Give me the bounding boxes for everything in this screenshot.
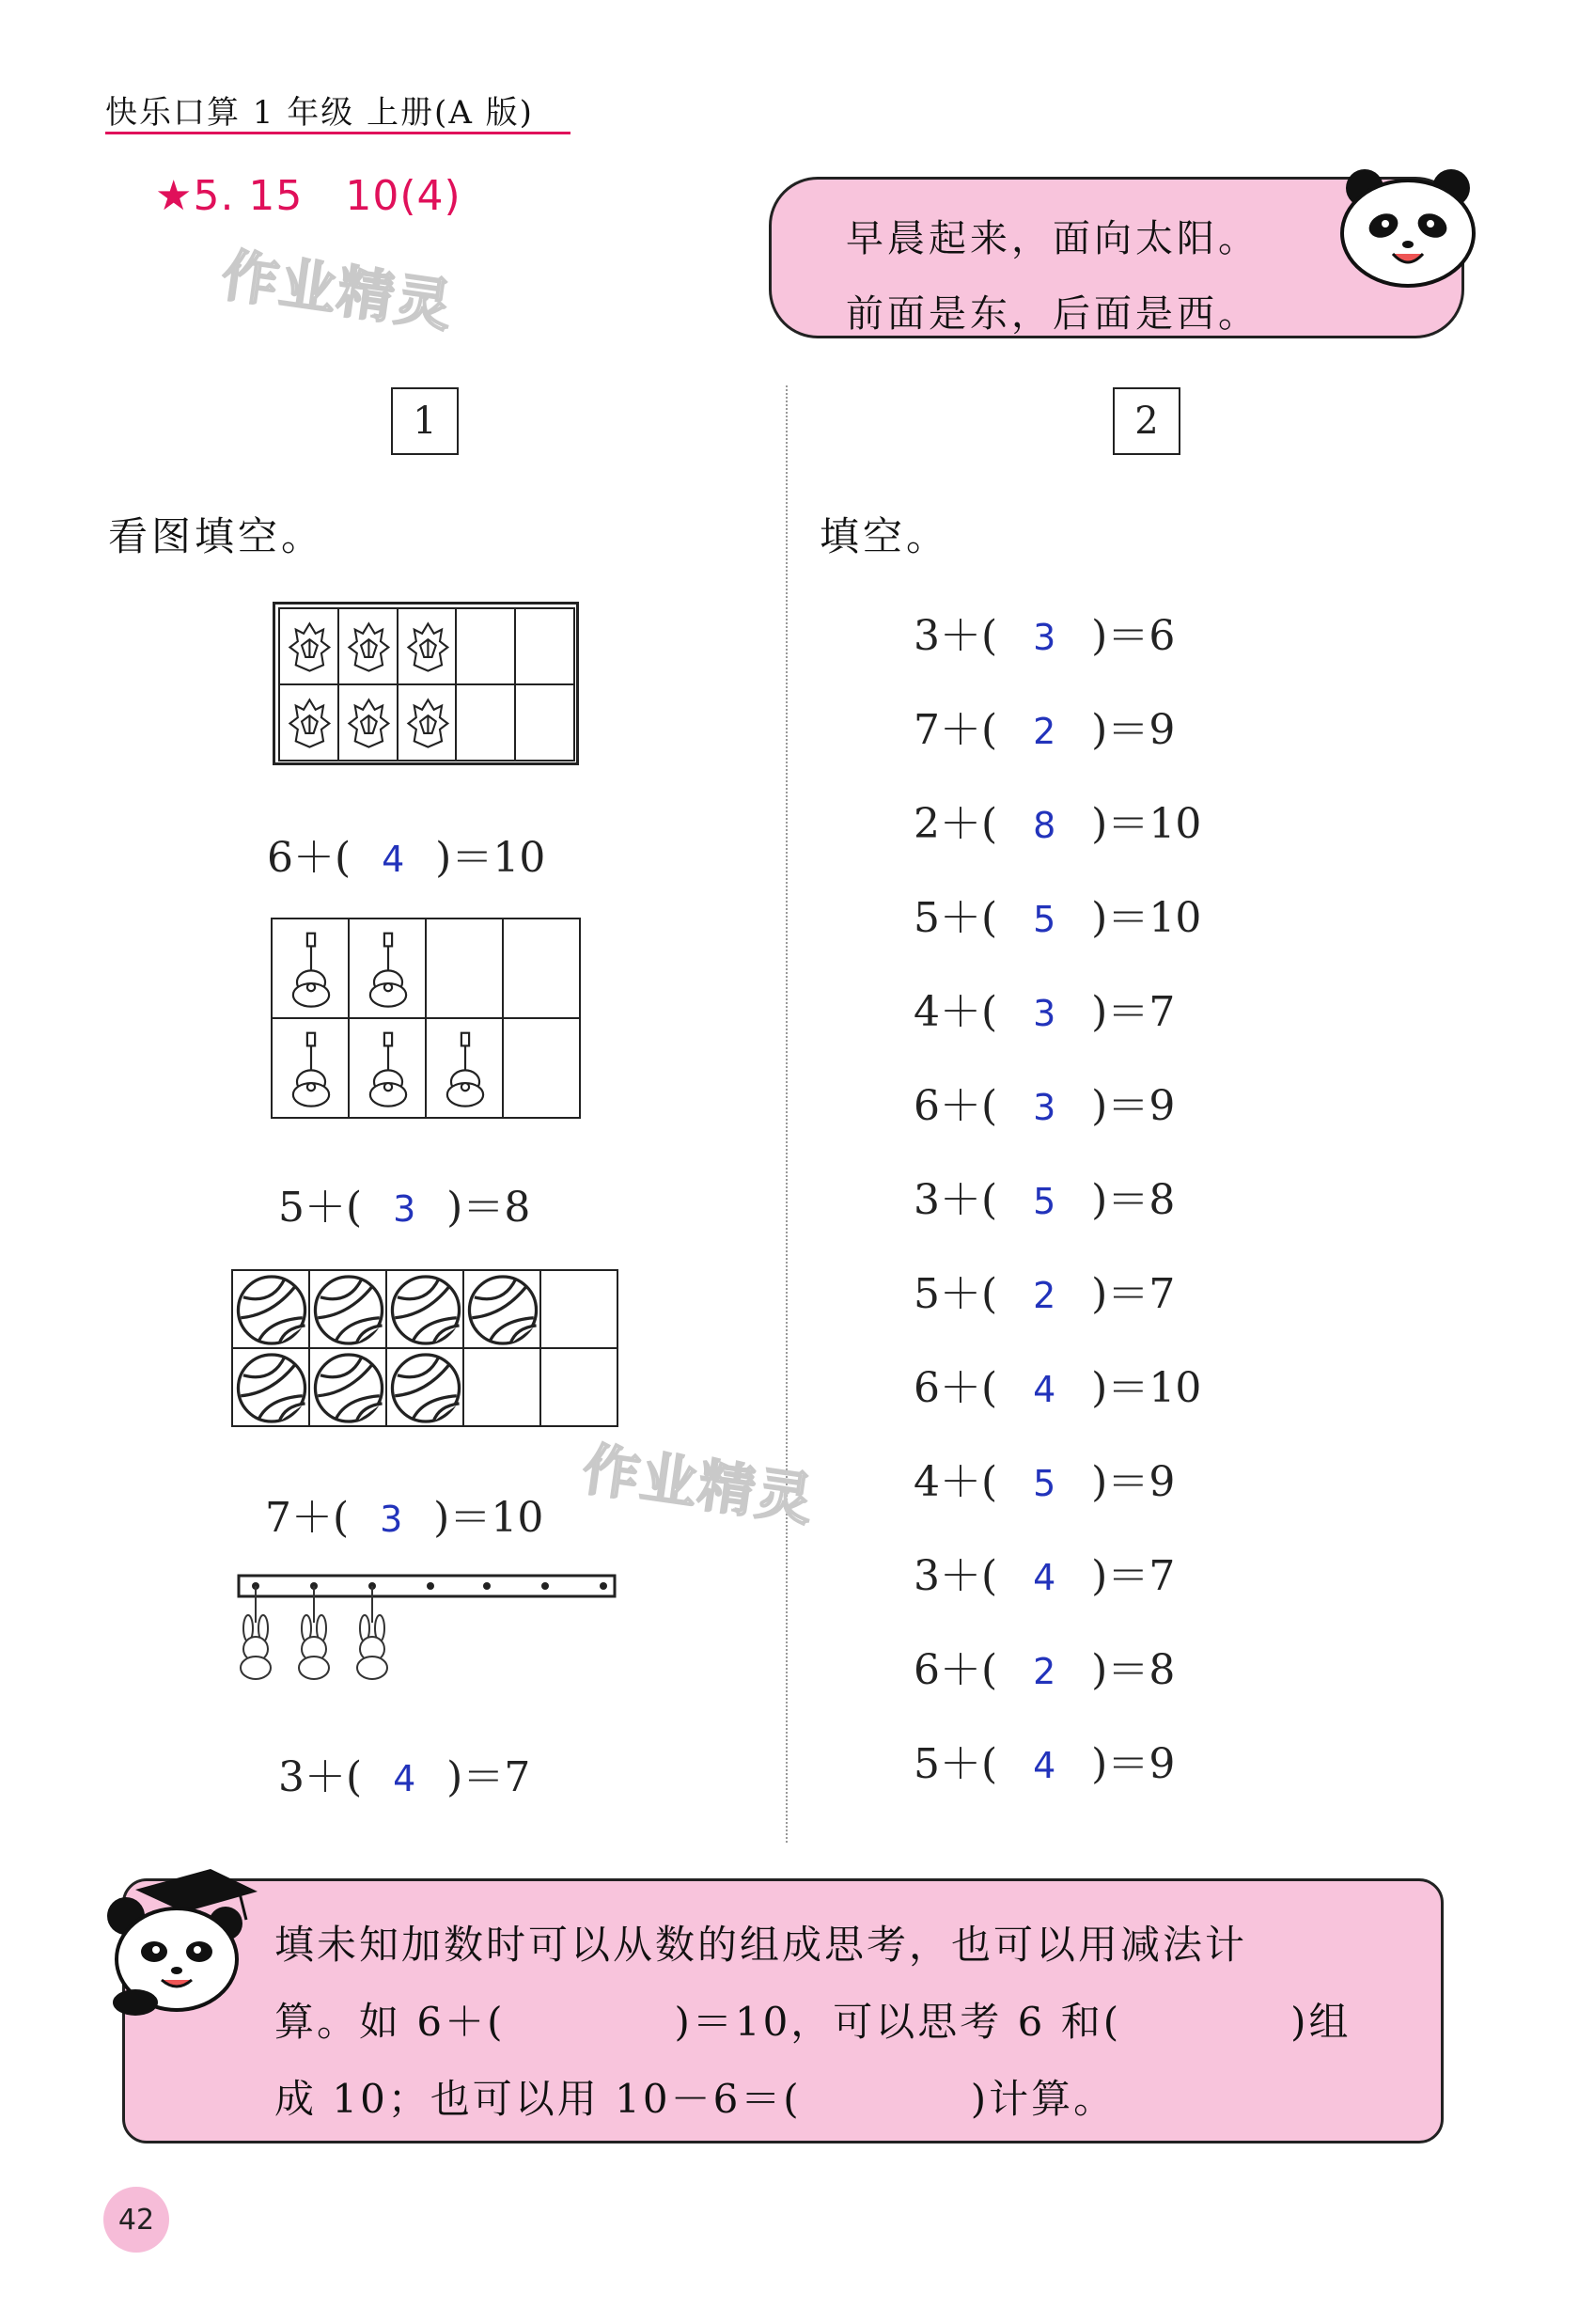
volleyball-icon [387, 1271, 464, 1349]
bottom-tip-line3: 成 10；也可以用 10－6＝( )计算。 [274, 2076, 1117, 2122]
grid-cell [271, 1017, 350, 1119]
problem-right: )＝10 [1091, 1364, 1202, 1412]
problem-left: 4＋( [914, 988, 998, 1036]
panda-icon [1333, 165, 1483, 288]
guitar-icon [273, 919, 350, 1019]
grid-cell [502, 1017, 581, 1119]
problem-right: )＝8 [446, 1184, 531, 1232]
rabbit-rack-illustration [235, 1570, 620, 1683]
grid-cell [385, 1347, 464, 1427]
problem-left: 6＋( [914, 1646, 998, 1694]
section2-problem-3 [914, 790, 1201, 850]
top-tip-line2: 前面是东，后面是西。 [846, 292, 1259, 336]
problem-left: 7＋( [914, 706, 998, 754]
section2-instruction: 填空。 [820, 513, 950, 559]
grid-cell [348, 1017, 427, 1119]
problem-left: 7＋( [265, 1494, 350, 1542]
grid-cell [308, 1269, 387, 1349]
section2-problem-12 [914, 1636, 1175, 1696]
grid-cell [514, 683, 575, 762]
problem-right: )＝9 [1091, 1740, 1176, 1788]
section2-problem-11 [914, 1542, 1175, 1602]
problem-right: )＝9 [1091, 1082, 1176, 1130]
page-number: 42 [103, 2187, 169, 2253]
grid-cell [397, 607, 458, 685]
section1-problem-3 [265, 1484, 543, 1544]
grid-cell [455, 683, 516, 762]
pitaya-icon [398, 609, 458, 685]
guitar-grid [271, 918, 579, 1117]
grid-cell [462, 1347, 541, 1427]
problem-right: )＝9 [1091, 1458, 1176, 1506]
section2-problem-1 [914, 602, 1175, 662]
watermark-middle: 作业精灵 [578, 1437, 819, 1534]
answer-value: 2 [1033, 1651, 1056, 1692]
problem-left: 5＋( [914, 1740, 998, 1788]
answer-value: 2 [1033, 1275, 1056, 1316]
answer-value: 2 [1033, 711, 1056, 752]
answer-value: 8 [1033, 805, 1056, 846]
watermark-top: 作业精灵 [217, 243, 458, 340]
problem-right: )＝10 [1091, 894, 1202, 942]
bottom-tip-line2: 算。如 6＋( )＝10，可以思考 6 和( )组 [274, 1999, 1352, 2045]
volleyball-icon [464, 1271, 541, 1349]
section2-problem-10 [914, 1448, 1175, 1508]
problem-right: )＝10 [435, 834, 546, 882]
section2-problem-6 [914, 1072, 1175, 1132]
grid-cell [502, 918, 581, 1019]
section1-problem-4 [278, 1743, 530, 1803]
grid-cell [425, 1017, 504, 1119]
volleyball-icon [233, 1349, 310, 1427]
answer-value: 5 [1033, 899, 1056, 940]
answer-value: 4 [1033, 1557, 1056, 1598]
column-divider [786, 385, 788, 1843]
grid-cell [271, 918, 350, 1019]
problem-left: 6＋( [267, 834, 352, 882]
guitar-icon [273, 1019, 350, 1119]
grid-cell [348, 918, 427, 1019]
problem-right: )＝8 [1091, 1176, 1176, 1224]
guitar-icon [427, 1019, 504, 1119]
grid-cell [539, 1269, 618, 1349]
problem-left: 5＋( [914, 894, 998, 942]
lesson-label: ★5. 15 10(4) [155, 172, 461, 220]
grid-cell [385, 1269, 464, 1349]
volleyball-icon [310, 1349, 387, 1427]
problem-left: 6＋( [914, 1364, 998, 1412]
grid-cell [308, 1347, 387, 1427]
answer-value: 4 [382, 839, 405, 880]
top-tip-line1: 早晨起来，面向太阳。 [846, 217, 1259, 260]
problem-left: 3＋( [914, 1176, 998, 1224]
section2-problem-2 [914, 696, 1175, 756]
problem-right: )＝7 [1091, 1552, 1176, 1600]
grid-cell [278, 607, 339, 685]
section1-number: 1 [391, 387, 459, 455]
answer-value: 4 [393, 1758, 416, 1799]
section2-problem-7 [914, 1166, 1175, 1226]
problem-right: )＝7 [446, 1753, 531, 1801]
problem-right: )＝10 [433, 1494, 544, 1542]
bottom-tip-line1: 填未知加数时可以从数的组成思考，也可以用减法计 [274, 1922, 1248, 1968]
section2-problem-13 [914, 1730, 1175, 1790]
pitaya-icon [280, 685, 339, 762]
problem-left: 3＋( [914, 1552, 998, 1600]
pitaya-icon [339, 685, 398, 762]
pitaya-icon [280, 609, 339, 685]
problem-right: )＝7 [1091, 988, 1176, 1036]
answer-value: 3 [1033, 993, 1056, 1034]
grid-cell [278, 683, 339, 762]
problem-left: 6＋( [914, 1082, 998, 1130]
guitar-icon [350, 1019, 427, 1119]
grid-cell [231, 1269, 310, 1349]
grid-cell [462, 1269, 541, 1349]
answer-value: 3 [1033, 1087, 1056, 1128]
section2-problem-9 [914, 1354, 1201, 1414]
grid-cell [539, 1347, 618, 1427]
problem-right: )＝9 [1091, 706, 1176, 754]
problem-right: )＝10 [1091, 800, 1202, 848]
answer-value: 3 [393, 1188, 416, 1230]
section1-problem-2 [278, 1173, 530, 1233]
grid-cell [337, 607, 398, 685]
header-rule [105, 132, 570, 134]
answer-value: 3 [380, 1499, 403, 1540]
grid-cell [397, 683, 458, 762]
problem-right: )＝8 [1091, 1646, 1176, 1694]
problem-right: )＝7 [1091, 1270, 1176, 1318]
panda-graduate-icon [98, 1861, 267, 2031]
grid-cell [425, 918, 504, 1019]
pitaya-grid [278, 607, 573, 760]
grid-cell [231, 1347, 310, 1427]
answer-value: 5 [1033, 1181, 1056, 1222]
section1-instruction: 看图填空。 [108, 513, 325, 559]
volleyball-grid [231, 1269, 617, 1425]
problem-left: 5＋( [914, 1270, 998, 1318]
volleyball-icon [233, 1271, 310, 1349]
answer-value: 4 [1033, 1745, 1056, 1786]
pitaya-icon [398, 685, 458, 762]
section1-problem-1 [267, 824, 545, 884]
guitar-icon [350, 919, 427, 1019]
section2-problem-5 [914, 978, 1175, 1038]
answer-value: 4 [1033, 1369, 1056, 1410]
grid-cell [455, 607, 516, 685]
section2-problem-4 [914, 884, 1201, 944]
grid-cell [337, 683, 398, 762]
section2-problem-8 [914, 1260, 1175, 1320]
volleyball-icon [310, 1271, 387, 1349]
section2-number: 2 [1113, 387, 1180, 455]
problem-left: 2＋( [914, 800, 998, 848]
pitaya-icon [339, 609, 398, 685]
problem-left: 3＋( [914, 612, 998, 660]
answer-value: 3 [1033, 617, 1056, 658]
problem-left: 3＋( [278, 1753, 363, 1801]
book-title: 快乐口算 1 年级 上册(A 版) [105, 94, 534, 132]
problem-left: 4＋( [914, 1458, 998, 1506]
volleyball-icon [387, 1349, 464, 1427]
answer-value: 5 [1033, 1463, 1056, 1504]
problem-left: 5＋( [278, 1184, 363, 1232]
problem-right: )＝6 [1091, 612, 1176, 660]
grid-cell [514, 607, 575, 685]
